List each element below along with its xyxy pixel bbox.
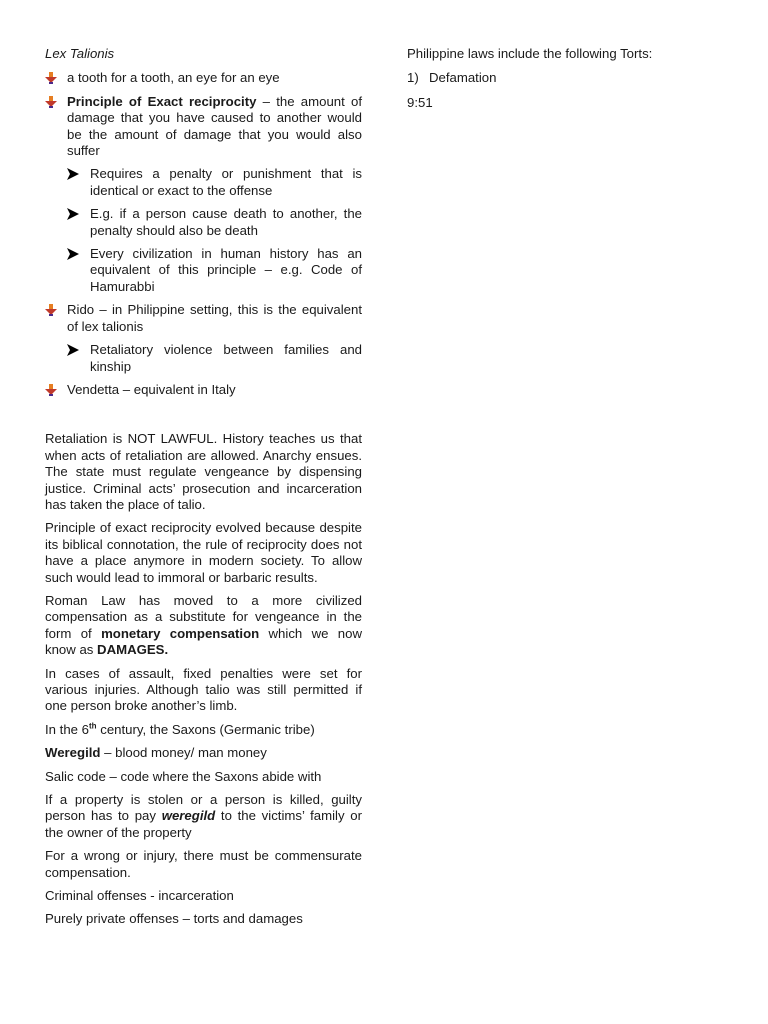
- torts-intro: Philippine laws include the following Torts:: [407, 46, 653, 61]
- arrow-down-bullet-icon: [45, 304, 57, 316]
- paragraph: Roman Law has moved to a more civilized compensation as a substitute for vengeance in the form of monetary compensation which we now know as DAMAGES.: [45, 592, 362, 658]
- bullet-item: Rido – in Philippine setting, this is the equivalent of lex talionis: [45, 302, 362, 335]
- paragraph: Criminal offenses - incarceration: [45, 888, 234, 904]
- paragraph: In cases of assault, fixed penalties were set for various injuries. Although talio was still permitted if one person broke another’s limb.: [45, 665, 362, 714]
- arrowhead-bullet-icon: [67, 168, 79, 180]
- sub-bullet-item: Retaliatory violence between families and kinship: [45, 342, 362, 375]
- arrowhead-bullet-icon: [67, 344, 79, 356]
- bullet-item: Principle of Exact reciprocity – the amount of damage that you have caused to another would be the amount of damage that you would also suffer: [45, 94, 362, 160]
- torts-list-item: [407, 70, 707, 86]
- spacer: [45, 405, 362, 431]
- section-title: Lex Talionis: [45, 46, 115, 61]
- paragraph: For a wrong or injury, there must be commensurate compensation.: [45, 848, 362, 880]
- sub-bullet-item: E.g. if a person cause death to another, the penalty should also be death: [45, 206, 362, 239]
- arrowhead-bullet-icon: [67, 208, 79, 220]
- arrow-down-bullet-icon: [45, 72, 57, 84]
- paragraph: Weregild – blood money/ man money: [45, 745, 267, 761]
- arrowhead-bullet-icon: [67, 248, 79, 260]
- arrow-down-bullet-icon: [45, 96, 57, 108]
- paragraph: Principle of exact reciprocity evolved because despite its biblical connotation, the rule of reciprocity does not have a place anymore in modern society. To allow such would lead to immoral or barbaric results.: [45, 520, 362, 585]
- right-column: [407, 46, 707, 118]
- list-item-text: Defamation: [429, 70, 497, 86]
- time-note: 9:51: [407, 94, 433, 110]
- paragraph: Salic code – code where the Saxons abide with: [45, 768, 322, 784]
- sub-bullet-item: Every civilization in human history has an equivalent of this principle – e.g. Code of Hamurabbi: [45, 246, 362, 295]
- paragraph: In the 6th century, the Saxons (Germanic tribe): [45, 721, 315, 737]
- sub-bullet-item: Requires a penalty or punishment that is identical or exact to the offense: [45, 166, 362, 199]
- bullet-item: Vendetta – equivalent in Italy: [45, 382, 362, 398]
- arrow-down-bullet-icon: [45, 384, 57, 396]
- paragraph: If a property is stolen or a person is killed, guilty person has to pay weregild to the victims’ family or the owner of the property: [45, 792, 362, 840]
- left-column: [45, 46, 362, 935]
- paragraph: Retaliation is NOT LAWFUL. History teaches us that when acts of retaliation are allowed. Anarchy ensues. The state must regulate vengeance by dispensing justice. Criminal acts’ prosecution and incarceration has taken the place of talio.: [45, 431, 362, 512]
- list-number: 1): [407, 70, 419, 86]
- bullet-item: a tooth for a tooth, an eye for an eye: [45, 70, 362, 86]
- paragraph: Purely private offenses – torts and damages: [45, 911, 303, 927]
